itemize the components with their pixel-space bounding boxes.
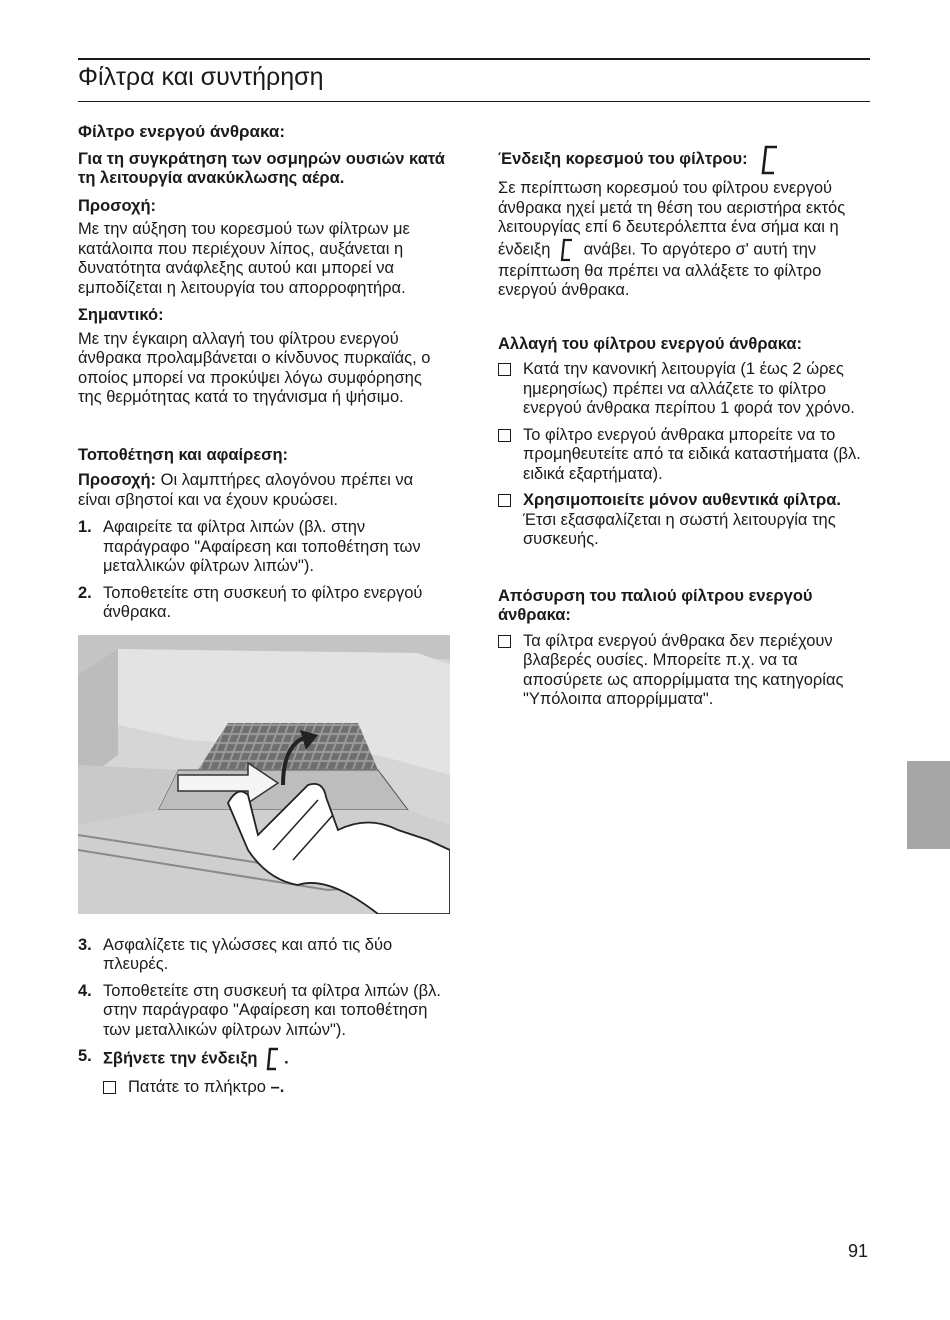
step5-text: Σβήνετε την ένδειξη [103, 1049, 258, 1068]
step-text [103, 1047, 289, 1071]
change-item-text: Κατά την κανονική λειτουργία (1 έως 2 ώρες ημερησίως) πρέπει να αλλάζετε το φίλτρο ενεργού άνθρακα περίπου 1 φορά τον χρόνο. [523, 360, 855, 417]
saturation-text-a: Σε περίπτωση κορεσμού του φίλτρου ενεργού άνθρακα ηχεί μετά τη θέση του αεριστήρα εκτός λειτουργίας επί 6 δευτερόλεπτα ένα σήμα και η ένδειξη [498, 179, 846, 258]
install-caution [78, 471, 450, 510]
checkbox-icon [103, 1078, 128, 1100]
install-heading: Τοποθέτηση και αφαίρεση: [78, 445, 289, 464]
checkbox-icon [498, 360, 523, 419]
saturation-text [498, 179, 870, 301]
title-underline [78, 101, 870, 102]
saturation-display-icon [760, 145, 780, 175]
page-title: Φίλτρα και συντήρηση [78, 63, 324, 91]
disposal-item [498, 632, 870, 710]
step-text: Ασφαλίζετε τις γλώσσες και από τις δύο πλευρές. [103, 935, 393, 973]
step-number: 2. [78, 583, 92, 602]
step-number: 1. [78, 518, 92, 536]
step-number: 4. [78, 981, 92, 1000]
step-item [78, 936, 450, 975]
saturation-heading-text: Ένδειξη κορεσμού του φίλτρου: [498, 150, 748, 169]
step-text: Αφαιρείτε τα φίλτρα λιπών (βλ. στην παράγραφο "Αφαίρεση και τοποθέτηση των μεταλλικών φίλτρων λιπών"). [103, 518, 421, 575]
original-filters-text: Έτσι εξασφαλίζεται η σωστή λειτουργία της συσκευής. [523, 510, 836, 548]
saturation-text-b: ανάβει. Το αργότερο σ' αυτή την περίπτωση θα πρέπει να αλλάξετε το φίλτρο ενεργού άνθρακα. [498, 239, 822, 299]
checkbox-icon [498, 491, 523, 550]
page-number: 91 [847, 1241, 868, 1261]
important-label: Σημαντικό: [78, 306, 164, 324]
saturation-display-icon [559, 238, 575, 262]
chapter-side-tab [907, 761, 950, 849]
install-caution-label: Προσοχή: [78, 471, 157, 489]
step-number: 5. [78, 1047, 92, 1065]
original-filters-bold: Χρησιμοποιείτε μόνον αυθεντικά φίλτρα. [523, 491, 841, 509]
step-item [78, 518, 450, 577]
disposal-heading: Απόσυρση του παλιού φίλτρου ενεργού άνθρακα: [498, 586, 813, 624]
step-text: Τοποθετείτε στη συσκευή το φίλτρο ενεργού άνθρακα. [103, 583, 423, 621]
disposal-item-text: Τα φίλτρα ενεργού άνθρακα δεν περιέχουν βλαβερές ουσίες. Μπορείτε π.χ. να τα αποσύρετε ως απορρίμματα της κατηγορίας "Υπόλοιπα απορρίμματα". [523, 631, 844, 708]
change-item-text: Το φίλτρο ενεργού άνθρακα μπορείτε να το προμηθευτείτε από τα ειδικά καταστήματα (βλ. ειδικά εξαρτήματα). [523, 425, 861, 483]
step-item [78, 584, 450, 623]
change-item [498, 360, 870, 419]
saturation-display-icon [266, 1047, 280, 1071]
install-caution-text: Οι λαμπτήρες αλογόνου πρέπει να είναι σβηστοί και να έχουν κρυώσει. [78, 471, 414, 509]
top-rule [78, 58, 870, 60]
hood-hand-drawing [78, 635, 450, 914]
step-number: 3. [78, 935, 92, 954]
right-column [498, 145, 870, 717]
change-item [498, 426, 870, 485]
saturation-heading [498, 145, 870, 175]
minus-key: –. [270, 1078, 285, 1096]
carbon-filter-heading: Φίλτρο ενεργού άνθρακα: [78, 122, 285, 141]
step5-end: . [284, 1049, 289, 1068]
checkbox-icon [498, 632, 523, 710]
important-text: Με την έγκαιρη αλλαγή του φίλτρου ενεργού άνθρακα προλαμβάνεται ο κίνδυνος πυρκαϊάς, ο οποίος μπορεί να προκύψει λόγω συμφόρησης της θερμότητας κατά το τηγάνισμα ή ψήσιμο. [78, 329, 431, 406]
checkbox-icon [498, 426, 523, 485]
carbon-filter-subtitle: Για τη συγκράτηση των οσμηρών ουσιών κατά τη λειτουργία ανακύκλωσης αέρα. [78, 149, 445, 187]
step5-sub-item [78, 1078, 450, 1100]
change-heading: Αλλαγή του φίλτρου ενεργού άνθρακα: [498, 334, 802, 353]
caution-text: Με την αύξηση του κορεσμού των φίλτρων με κατάλοιπα που περιέχουν λίπος, αυξάνεται η δυνατότητα ανάφλεξης αυτού και μπορεί να εμποδίζεται η λειτουργία του απορροφητήρα. [78, 220, 410, 297]
step-item [78, 1047, 450, 1071]
step-text: Τοποθετείτε στη συσκευή τα φίλτρα λιπών (βλ. στην παράγραφο "Αφαίρεση και τοποθέτηση των μεταλλικών φίλτρων λιπών"). [103, 981, 441, 1039]
left-column [78, 122, 450, 1107]
filter-installation-illustration [78, 635, 450, 914]
step5-sub-text: Πατάτε το πλήκτρο [128, 1078, 271, 1096]
step-item [78, 982, 450, 1041]
caution-label: Προσοχή: [78, 196, 157, 215]
change-item [498, 491, 870, 550]
